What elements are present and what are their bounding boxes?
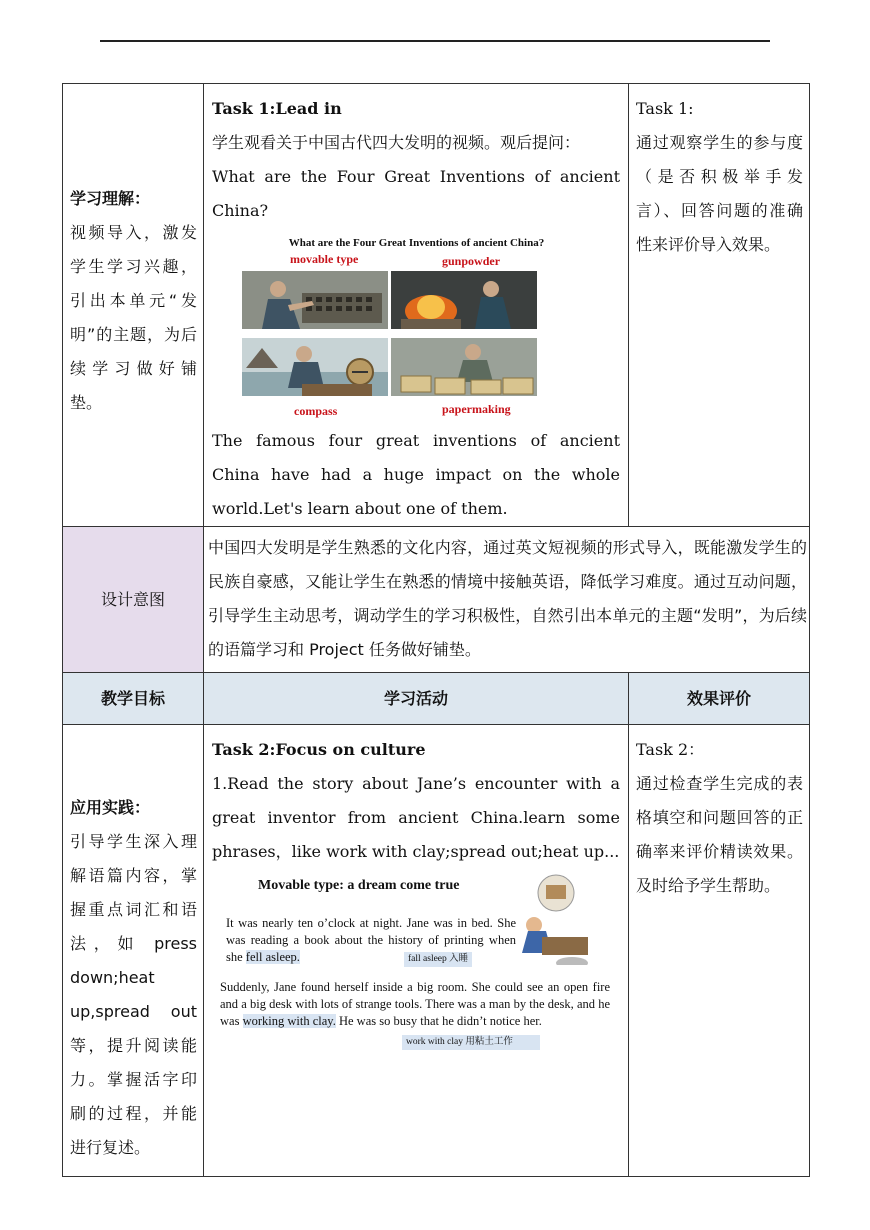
movable-type-picture	[242, 271, 388, 329]
objective-heading: 应用实践：	[70, 798, 151, 817]
activity-cell-2	[204, 725, 629, 1177]
design-intent-text: 中国四大发明是学生熟悉的文化内容，通过英文短视频的形式导入，既能激发学生的民族自豪感，又能让学生在熟悉的情境中接触英语，降低学习难度。通过互动问题，引导学生主动思考，调动学生的学习积极性，自然引出本单元的主题“发明”，为后续的语篇学习和 Project 任务做好铺垫。	[204, 527, 810, 673]
story-excerpt-image	[212, 873, 621, 1085]
image-title: What are the Four Great Inventions of ancient China?	[288, 237, 545, 249]
compass-picture	[242, 338, 388, 396]
evaluation-cell-1	[629, 84, 810, 527]
label-movable-type: movable type	[290, 252, 359, 266]
story-p1-text: It was nearly ten o’clock at night. Jane was in bed. She was reading a book about the history of printing when she	[226, 916, 516, 964]
label-gunpowder: gunpowder	[442, 254, 501, 268]
label-compass: compass	[294, 404, 338, 418]
evaluation-text: 通过观察学生的参与度（是否积极举手发言）、回答问题的准确性来评价导入效果。	[636, 133, 803, 254]
table-header-row	[63, 673, 810, 725]
task2-row	[63, 725, 810, 1177]
story-p2-highlight: working with clay.	[242, 1014, 336, 1028]
header-activity-label: 学习活动	[383, 688, 448, 708]
objective-cell-2	[63, 725, 204, 1177]
evaluation-title: Task 2：	[636, 740, 705, 759]
evaluation-text: 通过检查学生完成的表格填空和问题回答的正确率来评价精读效果。及时给予学生帮助。	[636, 774, 803, 895]
objective-text: 视频导入，激发学生学习兴趣，引出本单元“发明”的主题，为后续学习做好铺垫。	[70, 223, 197, 412]
header-activity	[204, 673, 629, 725]
sleeping-reader-picture	[512, 873, 600, 965]
objective-text: 引导学生深入理解语篇内容，掌握重点词汇和语法，如 press down;heat up,spread out 等，提升阅读能力。掌握活字印刷的过程，并能进行复述。	[70, 832, 197, 1157]
design-intent-label: 设计意图	[63, 527, 204, 673]
task-question: What are the Four Great Inventions of ancient China?	[212, 167, 620, 220]
header-objective: 教学目标	[63, 673, 204, 725]
story-title: Movable type: a dream come true	[258, 878, 460, 893]
gunpowder-picture	[391, 271, 537, 329]
story-p2-text: Suddenly, Jane found herself inside a big room. She could see an open fire and a big desk with lots of strange tools. There was a man by the desk, and he was	[220, 980, 610, 1028]
task-instruction: 1.Read the story about Jane’s encounter with a great inventor from ancient China.learn some phrases，like work with clay;spread out;heat up...	[212, 774, 620, 861]
note-fall-asleep: fall asleep 入睡	[404, 952, 472, 967]
activity-cell-1	[204, 84, 629, 527]
task1-row	[63, 84, 810, 527]
evaluation-title: Task 1:	[636, 99, 694, 118]
evaluation-cell-2	[629, 725, 810, 1177]
design-intent-row	[63, 527, 810, 673]
story-p1-highlight: fell asleep.	[245, 950, 300, 964]
lesson-table	[62, 83, 810, 1177]
header-evaluation: 效果评价	[629, 673, 810, 725]
note-work-with-clay: work with clay 用粘土工作	[402, 1035, 540, 1050]
objective-heading: 学习理解：	[70, 189, 151, 208]
story-paragraph-1	[226, 915, 516, 966]
four-inventions-image	[212, 234, 621, 420]
task-paragraph: The famous four great inventions of ancient China have had a huge impact on the whole world.Let's learn about one of them.	[212, 431, 620, 518]
objective-cell-1	[63, 84, 204, 527]
task-title: Task 1:Lead in	[212, 99, 342, 118]
papermaking-picture	[391, 338, 537, 396]
task-title: Task 2:Focus on culture	[212, 740, 426, 759]
task-instruction: 学生观看关于中国古代四大发明的视频。观后提问：	[212, 133, 581, 152]
story-p2-tail: He was so busy that he didn’t notice her.	[335, 1014, 542, 1028]
story-paragraph-2	[220, 979, 610, 1030]
header-rule	[100, 40, 770, 42]
label-papermaking: papermaking	[442, 402, 511, 416]
